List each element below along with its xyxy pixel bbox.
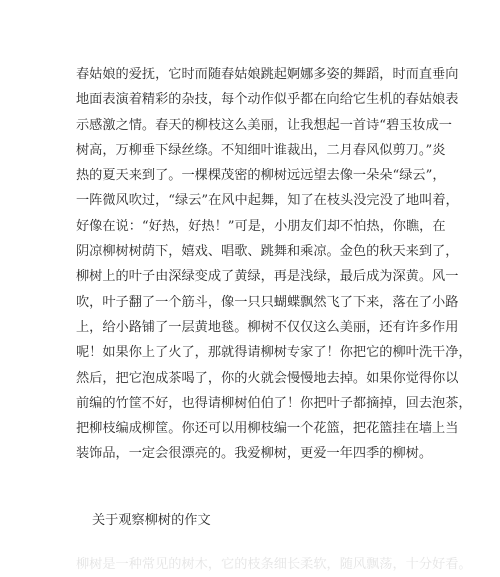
essay-line: 装饰品，一定会很漂亮的。我爱柳树，更爱一年四季的柳树。 <box>76 446 433 462</box>
essay-body <box>76 62 472 467</box>
essay-line: 柳树上的叶子由深绿变成了黄绿，再是浅绿，最后成为深黄。风一 <box>76 269 459 285</box>
section-title: 关于观察柳树的作文 <box>92 513 211 528</box>
essay-line: 示感激之情。春天的柳枝这么美丽，让我想起一首诗“碧玉妆成一 <box>76 117 452 133</box>
essay-line: 把柳枝编成柳筐。你还可以用柳枝编一个花篮，把花篮挂在墙上当 <box>76 421 459 437</box>
essay-line: 然后，把它泡成茶喝了，你的火就会慢慢地去掉。如果你觉得你以 <box>76 370 459 386</box>
essay-line: 前编的竹筐不好，也得请柳树伯伯了！你把叶子都摘掉，回去泡茶， <box>76 395 472 411</box>
essay-line: 地面表演着精彩的杂技，每个动作似乎都在向给它生机的春姑娘表 <box>76 92 459 108</box>
essay-line: 好像在说：“好热，好热！”可是，小朋友们却不怕热，你瞧，在 <box>76 218 446 234</box>
faded-text-line: 柳树是一种常见的树木，它的枝条细长柔软，随风飘荡，十分好看。 <box>76 557 472 572</box>
essay-line: 热的夏天来到了。一棵棵茂密的柳树远远望去像一朵朵“绿云”， <box>76 168 446 184</box>
essay-line: 上，给小路铺了一层黄地毯。柳树不仅仅这么美丽，还有许多作用 <box>76 319 459 335</box>
essay-line: 呢！如果你上了火了，那就得请柳树专家了！你把它的柳叶洗干净， <box>76 345 472 361</box>
essay-line: 春姑娘的爱抚，它时而随春姑娘跳起婀娜多姿的舞蹈，时而直垂向 <box>76 67 459 82</box>
essay-line: 一阵微风吹过，“绿云”在风中起舞，知了在枝头没完没了地叫着， <box>76 193 459 209</box>
essay-line: 阴凉柳树树荫下，嬉戏、唱歌、跳舞和乘凉。金色的秋天来到了， <box>76 244 459 260</box>
essay-line: 吹，叶子翻了一个筋斗，像一只只蝴蝶飘然飞了下来，落在了小路 <box>76 294 459 310</box>
essay-line: 树高，万柳垂下绿丝绦。不知细叶谁裁出，二月春风似剪刀。”炎 <box>76 142 446 158</box>
